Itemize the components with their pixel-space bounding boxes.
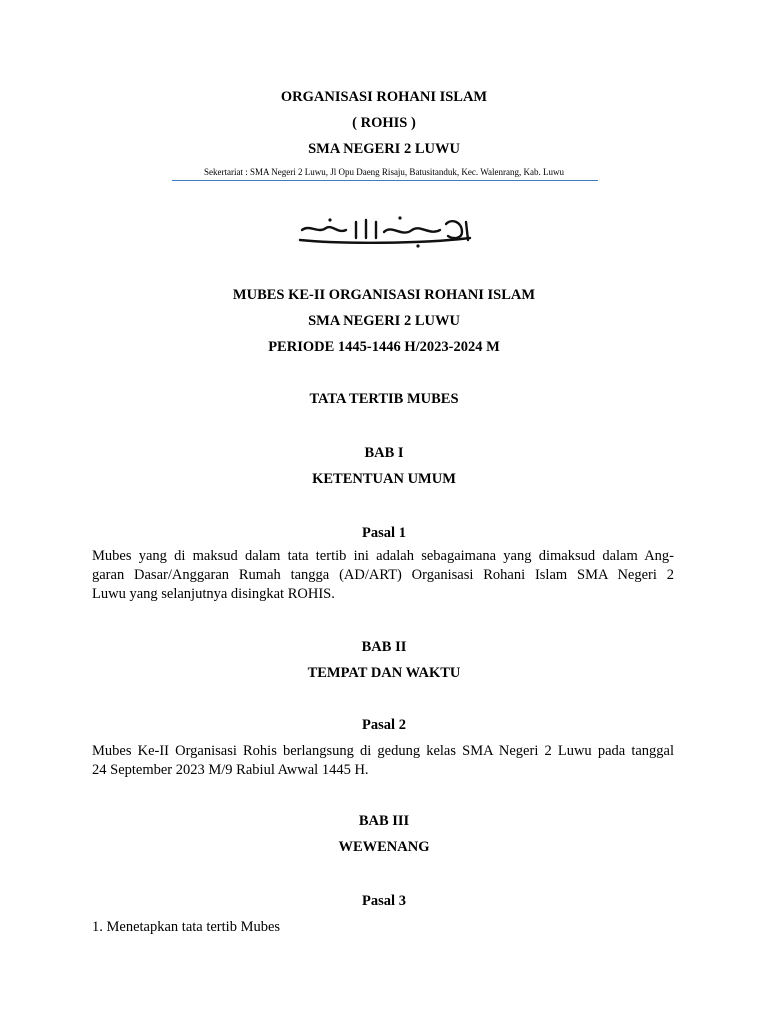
pasal-1-line: Mubes yang di maksud dalam tata tertib ini adalah sebagaimana yang dimaksud dalam Ang-	[92, 548, 674, 564]
org-name: ORGANISASI ROHANI ISLAM	[280, 89, 488, 105]
secretariat-address: Sekertariat : SMA Negeri 2 Luwu, Jl Opu Daeng Risaju, Batusitanduk, Kec. Walenrang, Kab. Luwu	[203, 167, 565, 177]
org-abbreviation: ( ROHIS )	[352, 115, 416, 131]
pasal-2-heading: Pasal 2	[362, 717, 406, 733]
pasal-1-heading: Pasal 1	[362, 525, 406, 541]
document-title: TATA TERTIB MUBES	[309, 391, 459, 407]
bab-1-heading: BAB I	[364, 445, 404, 461]
pasal-2-line: Mubes Ke-II Organisasi Rohis berlangsung di gedung kelas SMA Negeri 2 Luwu pada tanggal	[92, 743, 674, 759]
pasal-1-text	[92, 547, 674, 604]
bab-3-title: WEWENANG	[338, 839, 430, 855]
pasal-3-text	[92, 918, 674, 937]
bab-2-title: TEMPAT DAN WAKTU	[307, 665, 461, 681]
mubes-title-line-3: PERIODE 1445-1446 H/2023-2024 M	[268, 339, 500, 355]
header-rule	[172, 180, 598, 181]
bab-1-title: KETENTUAN UMUM	[312, 471, 456, 487]
bab-2-heading: BAB II	[361, 639, 407, 655]
bab-3-heading: BAB III	[358, 813, 410, 829]
mubes-title-line-2: SMA NEGERI 2 LUWU	[308, 313, 460, 329]
pasal-3-list-item: 1. Menetapkan tata tertib Mubes	[92, 919, 281, 935]
mubes-title-line-1: MUBES KE-II ORGANISASI ROHANI ISLAM	[232, 287, 536, 303]
school-name: SMA NEGERI 2 LUWU	[308, 141, 460, 157]
bismillah-calligraphy-icon	[0, 210, 768, 250]
pasal-1-line: garan Dasar/Anggaran Rumah tangga (AD/ART) Organisasi Rohani Islam SMA Negeri 2	[92, 567, 674, 583]
pasal-3-heading: Pasal 3	[362, 893, 406, 909]
pasal-2-line: 24 September 2023 M/9 Rabiul Awwal 1445 H.	[92, 762, 369, 778]
pasal-1-line: Luwu yang selanjutnya disingkat ROHIS.	[92, 586, 335, 602]
pasal-2-text	[92, 742, 674, 780]
